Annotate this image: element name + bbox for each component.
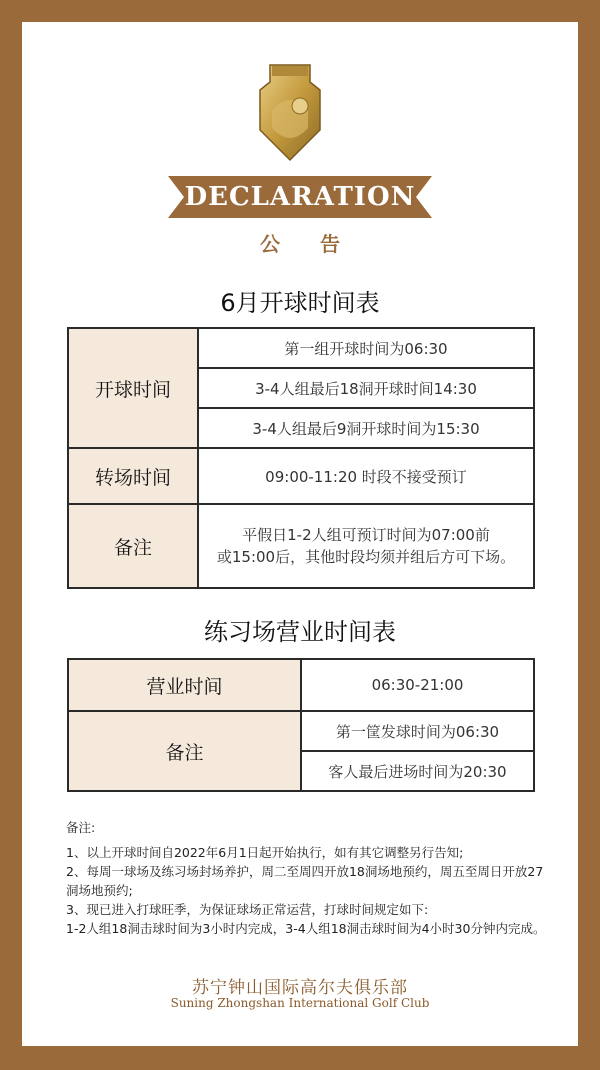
remarks-label: 备注	[68, 504, 198, 588]
business-hours-label: 营业时间	[68, 659, 301, 711]
club-name-cn: 苏宁钟山国际高尔夫俱乐部	[192, 978, 408, 998]
tee-time-schedule-title: 6月开球时间表	[220, 289, 380, 317]
table-cell: 3-4人组最后18洞开球时间14:30	[198, 368, 534, 408]
remarks-line: 平假日1-2人组可预订时间为07:00前	[242, 526, 490, 544]
note-line: 1、以上开球时间自2022年6月1日起开始执行，如有其它调整另行告知;	[66, 845, 464, 860]
driving-range-table	[67, 658, 535, 792]
club-name-en: Suning Zhongshan International Golf Club	[170, 996, 430, 1010]
table-cell: 09:00-11:20 时段不接受预订	[198, 448, 534, 504]
notice-subtitle: 公告	[260, 232, 380, 256]
note-line: 2、每周一球场及练习场封场养护，周二至周四开放18洞场地预约，周五至周日开放27洞场地预约;	[66, 864, 544, 898]
declaration-title: DECLARATION	[184, 182, 416, 212]
note-line: 1-2人组18洞击球时间为3小时内完成，3-4人组18洞击球时间为4小时30分钟内完成。	[66, 921, 546, 936]
range-remarks-label: 备注	[68, 711, 301, 791]
table-cell: 第一筐发球时间为06:30	[301, 711, 534, 751]
table-cell: 客人最后进场时间为20:30	[301, 751, 534, 791]
driving-range-schedule-title: 练习场营业时间表	[204, 618, 396, 646]
club-crest-icon	[250, 40, 330, 165]
note-line: 3、现已进入打球旺季，为保证球场正常运营，打球时间规定如下:	[66, 902, 429, 917]
table-cell: 3-4人组最后9洞开球时间为15:30	[198, 408, 534, 448]
tee-time-table	[67, 327, 535, 589]
notes-block	[66, 818, 546, 938]
notes-heading: 备注:	[66, 820, 96, 835]
remarks-line: 或15:00后，其他时段均须并组后方可下场。	[216, 548, 516, 566]
table-cell: 第一组开球时间为06:30	[198, 328, 534, 368]
transfer-time-label: 转场时间	[68, 448, 198, 504]
tee-time-label: 开球时间	[68, 328, 198, 448]
table-cell: 06:30-21:00	[301, 659, 534, 711]
remarks-cell	[198, 504, 534, 588]
